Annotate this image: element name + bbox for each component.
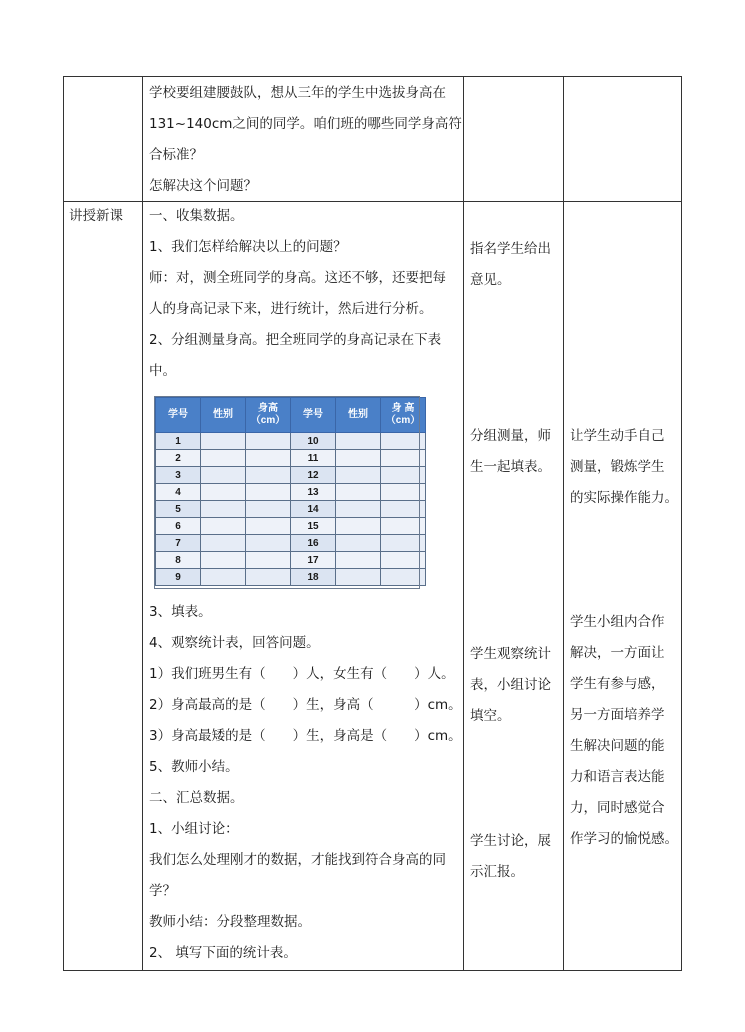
intent-line: 测量，锻炼学生 (570, 459, 665, 475)
content-line: 学？ (149, 883, 176, 899)
empty-cell (381, 450, 426, 467)
empty-cell (336, 535, 381, 552)
table-row (156, 501, 426, 518)
empty-cell (246, 484, 291, 501)
empty-cell (201, 518, 246, 535)
content-line: 1）我们班男生有（ ）人，女生有（ ）人。 (149, 666, 455, 682)
empty-cell (336, 467, 381, 484)
content-line: 1、我们怎样给解决以上的问题？ (149, 239, 347, 255)
intent-line: 解决，一方面让 (570, 645, 665, 661)
student-number-cell: 12 (291, 467, 336, 484)
content-line: 131~140cm之间的同学。咱们班的哪些同学身高符 (149, 116, 462, 132)
table-row (156, 484, 426, 501)
empty-cell (246, 501, 291, 518)
empty-cell (381, 484, 426, 501)
intro-content (149, 78, 462, 202)
table-row (156, 467, 426, 484)
content-line: 3）身高最矮的是（ ）生，身高是（ ）cm。 (149, 728, 462, 744)
content-line: 怎解决这个问题？ (149, 178, 257, 194)
student-activity-4 (470, 826, 551, 888)
design-intent-1 (570, 421, 678, 514)
table-row (156, 433, 426, 450)
activity-line: 生一起填表。 (470, 459, 551, 475)
activity-line: 表，小组讨论 (470, 677, 551, 693)
empty-cell (201, 450, 246, 467)
teaching-content-b (149, 597, 462, 969)
student-number-cell: 16 (291, 535, 336, 552)
table-row (156, 518, 426, 535)
content-line: 1、小组讨论： (149, 821, 239, 837)
activity-line: 学生讨论，展 (470, 833, 551, 849)
empty-cell (246, 535, 291, 552)
column-divider-1 (142, 76, 143, 971)
table-border-left (63, 76, 64, 971)
intent-line: 作学习的愉悦感。 (570, 831, 678, 847)
empty-cell (381, 518, 426, 535)
content-line: 教师小结：分段整理数据。 (149, 914, 311, 930)
activity-line: 学生观察统计 (470, 646, 551, 662)
content-line: 人的身高记录下来，进行统计，然后进行分析。 (149, 301, 433, 317)
empty-cell (246, 450, 291, 467)
empty-cell (246, 552, 291, 569)
content-line: 中。 (149, 363, 176, 379)
teaching-content-a (149, 201, 446, 387)
height-record-table (155, 397, 426, 586)
student-number-cell: 14 (291, 501, 336, 518)
content-line: 2、分组测量身高。把全班同学的身高记录在下表 (149, 332, 442, 348)
empty-cell (336, 433, 381, 450)
empty-cell (201, 484, 246, 501)
empty-cell (381, 552, 426, 569)
table-border-right (681, 76, 682, 971)
empty-cell (381, 535, 426, 552)
student-number-cell: 6 (156, 518, 201, 535)
content-line: 2）身高最高的是（ ）生，身高（ ）cm。 (149, 697, 462, 713)
column-header: 学号 (291, 398, 336, 433)
column-header: 学号 (156, 398, 201, 433)
column-header: 性别 (201, 398, 246, 433)
table-row (156, 450, 426, 467)
student-number-cell: 7 (156, 535, 201, 552)
intent-line: 力和语言表达能 (570, 769, 665, 785)
table-border-bottom (63, 970, 682, 971)
section-label-text: 讲授新课 (69, 208, 123, 224)
intent-line: 力，同时感觉合 (570, 800, 665, 816)
empty-cell (336, 450, 381, 467)
column-header: 身高 （cm） (246, 398, 291, 433)
student-number-cell: 17 (291, 552, 336, 569)
empty-cell (336, 501, 381, 518)
student-activity-3 (470, 639, 551, 732)
column-divider-3 (563, 76, 564, 971)
empty-cell (246, 433, 291, 450)
design-intent-2 (570, 607, 678, 855)
student-number-cell: 15 (291, 518, 336, 535)
empty-cell (336, 552, 381, 569)
empty-cell (201, 467, 246, 484)
empty-cell (246, 569, 291, 586)
table-row (156, 535, 426, 552)
empty-cell (336, 484, 381, 501)
intent-line: 另一方面培养学 (570, 707, 665, 723)
content-line: 2、 填写下面的统计表。 (149, 945, 297, 961)
content-line: 学校要组建腰鼓队，想从三年的学生中选拔身高在 (149, 85, 446, 101)
activity-line: 填空。 (470, 708, 511, 724)
content-line: 一、收集数据。 (149, 208, 244, 224)
section-label (69, 201, 123, 232)
activity-line: 分组测量，师 (470, 428, 551, 444)
empty-cell (336, 518, 381, 535)
table-row (156, 552, 426, 569)
column-divider-2 (463, 76, 464, 971)
intent-line: 学生有参与感， (570, 676, 665, 692)
student-number-cell: 5 (156, 501, 201, 518)
student-activity-1 (470, 234, 551, 296)
empty-cell (201, 501, 246, 518)
activity-line: 指名学生给出 (470, 241, 551, 257)
content-line: 师：对，测全班同学的身高。这还不够，还要把每 (149, 270, 446, 286)
empty-cell (336, 569, 381, 586)
content-line: 我们怎么处理刚才的数据，才能找到符合身高的同 (149, 852, 446, 868)
student-number-cell: 3 (156, 467, 201, 484)
empty-cell (381, 433, 426, 450)
student-number-cell: 13 (291, 484, 336, 501)
content-line: 3、填表。 (149, 604, 212, 620)
empty-cell (201, 569, 246, 586)
content-line: 二、汇总数据。 (149, 790, 244, 806)
empty-cell (201, 535, 246, 552)
empty-cell (246, 518, 291, 535)
table-row (156, 569, 426, 586)
intent-line: 的实际操作能力。 (570, 490, 678, 506)
intent-line: 让学生动手自己 (570, 428, 665, 444)
intent-line: 生解决问题的能 (570, 738, 665, 754)
empty-cell (246, 467, 291, 484)
student-number-cell: 8 (156, 552, 201, 569)
student-activity-2 (470, 421, 551, 483)
empty-cell (201, 552, 246, 569)
student-number-cell: 4 (156, 484, 201, 501)
column-header: 身 高 （cm） (381, 398, 426, 433)
activity-line: 示汇报。 (470, 864, 524, 880)
student-number-cell: 11 (291, 450, 336, 467)
column-header: 性别 (336, 398, 381, 433)
empty-cell (381, 467, 426, 484)
student-number-cell: 18 (291, 569, 336, 586)
student-number-cell: 10 (291, 433, 336, 450)
empty-cell (381, 501, 426, 518)
activity-line: 意见。 (470, 272, 511, 288)
empty-cell (201, 433, 246, 450)
student-number-cell: 9 (156, 569, 201, 586)
content-line: 5、教师小结。 (149, 759, 239, 775)
student-number-cell: 1 (156, 433, 201, 450)
content-line: 4、观察统计表，回答问题。 (149, 635, 320, 651)
empty-cell (381, 569, 426, 586)
intent-line: 学生小组内合作 (570, 614, 665, 630)
content-line: 合标准？ (149, 147, 203, 163)
table-border-top (63, 76, 682, 77)
student-number-cell: 2 (156, 450, 201, 467)
